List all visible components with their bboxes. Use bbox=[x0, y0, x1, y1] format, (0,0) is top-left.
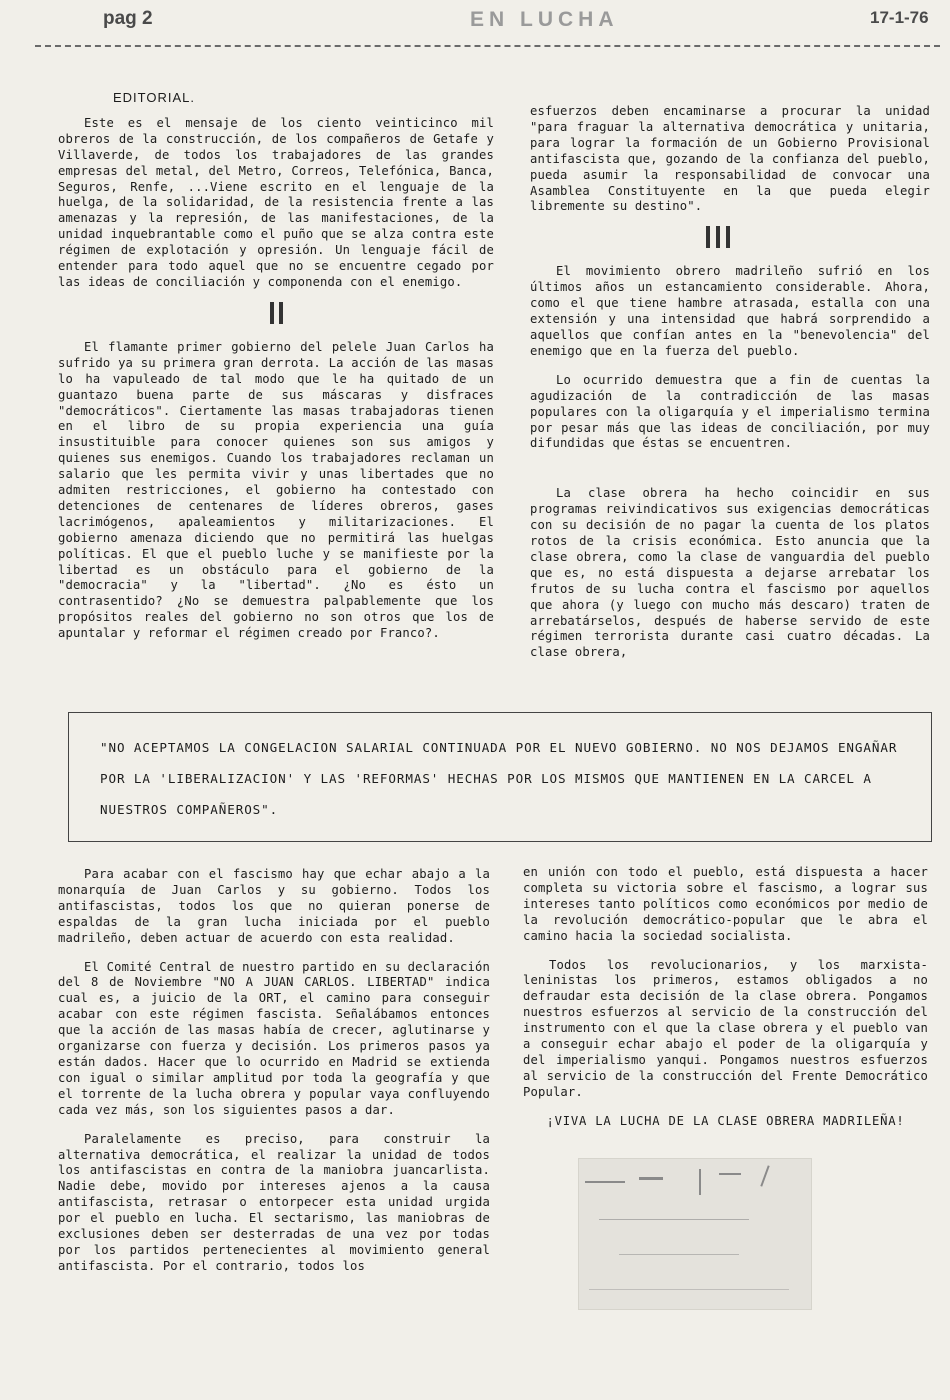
paragraph: El Comité Central de nuestro partido en su declaración del 8 de Noviembre "NO A JUAN CARLOS. LIBERTAD" indica cual es, a juicio de la ORT, el camino para conseguir acabar con este régimen fascista. Señalábamos entonces que la acción de las masas había de crecer, aglutinarse y organizarse con fuerza y decisión. Los primeros pasos ya están dados. Hacer que lo ocurrido en Madrid se extienda con igual o similar amplitud por toda la geografía y que el torrente de la lucha obrera y popular vaya confluyendo cada vez más, son los siguientes pasos a dar. bbox=[58, 959, 490, 1117]
paragraph: Paralelamente es preciso, para construir la alternativa democrática, el realizar la unidad de todos los antifascistas en contra de la maniobra juancarlista. Nadie debe, movido por intereses ajenos a la causa antifascista, retrasar o entorpecer esta unidad urgida por el pueblo en lucha. El sectarismo, las maniobras de exclusiones deben ser desterradas de una vez por todas por los partidos pertenecientes al movimiento general antifascista. Por el contrario, todos los bbox=[58, 1131, 490, 1273]
paragraph: Lo ocurrido demuestra que a fin de cuentas la agudización de la contradicción de las masas populares con la oligarquía y el imperialismo termina por pesar más que las ideas de conciliación, por muy difundidas que éstas se encuentren. bbox=[530, 372, 930, 451]
paragraph: Todos los revolucionarios, y los marxista-leninistas los primeros, estamos obligados a no defraudar esta decisión de la clase obrera. Pongamos nuestros esfuerzos al servicio de la construcción del instrumento con el que la clase obrera y el pueblo van a conseguir echar abajo el poder de la oligarquía y del imperialismo yanqui. Pongamos nuestros esfuerzos al servicio de la construcción del Frente Democrático Popular. bbox=[523, 957, 928, 1099]
section-separator-icon bbox=[530, 226, 930, 248]
closing-slogan: ¡VIVA LA LUCHA DE LA CLASE OBRERA MADRILEÑA! bbox=[546, 1113, 905, 1128]
section-separator-icon bbox=[58, 302, 494, 324]
section-label: EDITORIAL. bbox=[113, 90, 196, 105]
paragraph: El flamante primer gobierno del pelele Juan Carlos ha sufrido ya su primera gran derrota. La acción de las masas lo ha vapuleado de tal modo que le ha quitado de un guantazo buena parte de sus máscaras y disfraces "democráticos". Ciertamente las masas trabajadoras tienen en el libro de su propia experiencia una guía insustituible para conocer quienes son sus amigos y quienes sus enemigos. Cuando los trabajadores reclaman un salario que les permita vivir y unas libertades que no admiten restricciones, el gobierno ha contestado con detenciones de centenares de líderes obreros, gases lacrimógenos, apaleamientos y militarizaciones. El gobierno amenaza diciendo que no permitirá las huelgas políticas. El que el pueblo luche y se manifieste por la libertad es un obstáculo para el gobierno de la "democracia" y la "libertad". ¿No es ésto un contrasentido? ¿No se demuestra palpablemente que los propósitos reales del gobierno no son otros que los de apuntalar y reformar el régimen creado por Franco?. bbox=[58, 339, 494, 641]
paragraph: Este es el mensaje de los ciento veinticinco mil obreros de la construcción, de los compañeros de Getafe y Villaverde, de todos los trabajadores de las grandes empresas del metal, del Metro, Correos, Telefónica, Banca, Seguros, Renfe, ...Viene escrito en el lenguaje de la huelga, de la solidaridad, de la resistencia frente a las amenazas y la represión, de las manifestaciones, de la unidad inquebrantable como el puño que se alza contra este régimen de explotación y opresión. Un lenguaje fácil de entender para todo aquel que no se encuentre cegado por las ideas de conciliación y componenda con el enemigo. bbox=[58, 115, 494, 289]
header-divider bbox=[35, 45, 940, 47]
column-top-right bbox=[530, 104, 930, 674]
paragraph: en unión con todo el pueblo, está dispuesta a hacer completa su victoria sobre el fascismo, a lograr sus intereses tanto políticos como económicos por medio de la revolución democrático-popular que le abra el camino hacia la sociedad socialista. bbox=[523, 865, 928, 943]
paragraph: esfuerzos deben encaminarse a procurar la unidad "para fraguar la alternativa democrática y unitaria, para lograr la formación de un Gobierno Provisional antifascista que, gozando de la confianza del pueblo, pueda asumir la responsabilidad de convocar una Asamblea Constituyente en la que pueda elegir libremente su destino". bbox=[530, 104, 930, 214]
publication-title: EN LUCHA bbox=[470, 8, 619, 31]
paragraph: El movimiento obrero madrileño sufrió en los últimos años un estancamiento considerable. Ahora, como el que tiene hambre atrasada, estalla con una extensión y una intensidad que habrá sorprendido a aquellos que confían antes en la "benevolencia" del enemigo que en la fuerza del pueblo. bbox=[530, 264, 930, 358]
issue-date: 17-1-76 bbox=[870, 8, 929, 27]
paragraph: Para acabar con el fascismo hay que echar abajo a la monarquía de Juan Carlos y su gobierno. Todos los antifascistas, todos los que no quieran ponerse de espaldas de la gran lucha iniciada por el pueblo madrileño, deben actuar de acuerdo con esta realidad. bbox=[58, 867, 490, 945]
column-bottom-right bbox=[523, 865, 928, 1130]
paragraph: La clase obrera ha hecho coincidir en sus programas reivindicativos sus exigencias democráticas con su decisión de no pagar la cuenta de los platos rotos de la crisis económica. Esto anuncia que la clase obrera, como la clase de vanguardia del pueblo que es, no está dispuesta a dejarse arrebatar los frutos de su lucha contra el fascismo por aquellos que ahora (y luego con mucho más descaro) traten de arrebatárselos, después de haberse servido de este régimen terrorista durante casi cuatro décadas. La clase obrera, bbox=[530, 486, 930, 660]
quote-text: "NO ACEPTAMOS LA CONGELACION SALARIAL CONTINUADA POR EL NUEVO GOBIERNO. NO NOS DEJAMOS ENGAÑAR POR LA 'LIBERALIZACION' Y LAS 'REFORMAS' HECHAS POR LOS MISMOS QUE MANTIENEN EN LA CARCEL A NUESTROS COMPAÑEROS". bbox=[100, 740, 898, 817]
column-bottom-left bbox=[58, 867, 490, 1288]
page-number: pag 2 bbox=[103, 8, 153, 29]
crowd-photo bbox=[578, 1158, 812, 1310]
column-top-left bbox=[58, 90, 494, 655]
